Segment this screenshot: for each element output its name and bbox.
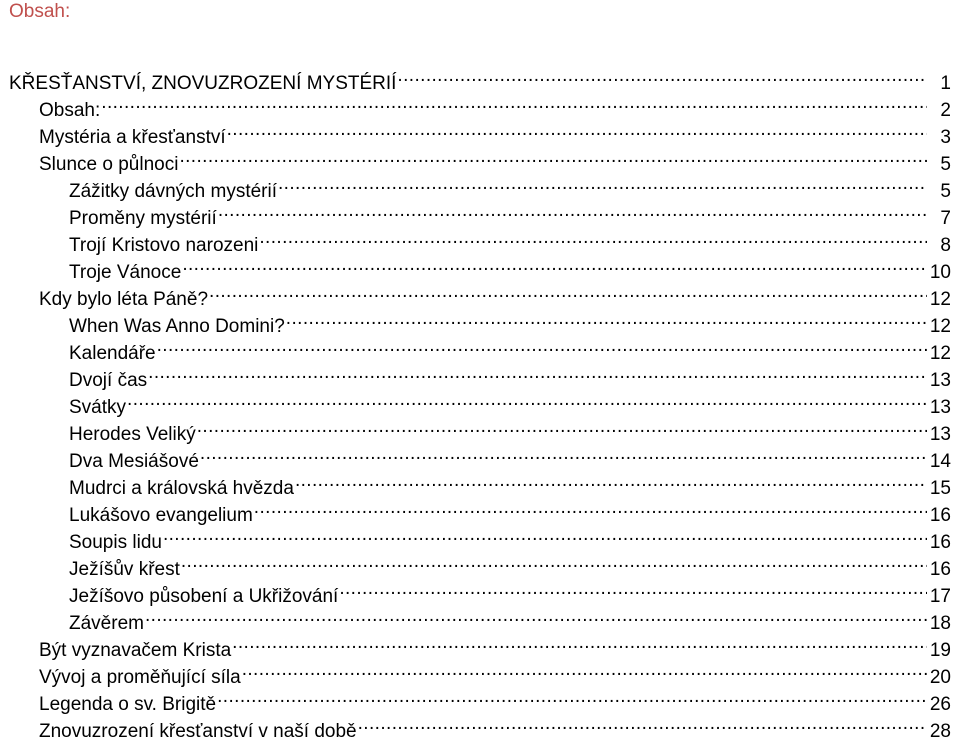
toc-entry[interactable] xyxy=(0,305,960,337)
toc-entry[interactable] xyxy=(0,575,960,607)
toc-entry-title: Zážitky dávných mystérií xyxy=(69,181,277,202)
toc-entry-title: Vývoj a proměňující síla xyxy=(39,667,241,688)
toc-dot-leader xyxy=(217,683,927,710)
toc-entry[interactable] xyxy=(0,359,960,391)
toc-entry-title: Soupis lidu xyxy=(69,532,162,553)
toc-entry-page-number: 19 xyxy=(929,640,951,661)
toc-dot-leader xyxy=(179,143,927,170)
toc-entry-title: Herodes Veliký xyxy=(69,424,196,445)
table-of-contents xyxy=(0,62,960,742)
toc-dot-leader xyxy=(397,62,927,89)
toc-entry[interactable] xyxy=(0,251,960,283)
toc-entry-page-number: 1 xyxy=(940,73,951,94)
toc-entry[interactable] xyxy=(0,62,960,94)
toc-dot-leader xyxy=(145,602,927,629)
toc-entry-title: Ježíšovo působení a Ukřižování xyxy=(69,586,339,607)
toc-dot-leader xyxy=(358,710,927,737)
toc-entry-title: Mudrci a královská hvězda xyxy=(69,478,294,499)
toc-entry-page-number: 15 xyxy=(929,478,951,499)
toc-entry[interactable] xyxy=(0,143,960,175)
toc-entry[interactable] xyxy=(0,413,960,445)
toc-dot-leader xyxy=(209,278,927,305)
toc-entry-title: Dvojí čas xyxy=(69,370,148,391)
toc-dot-leader xyxy=(232,629,927,656)
toc-entry-title: Obsah: xyxy=(39,100,101,121)
toc-entry-page-number: 13 xyxy=(929,397,951,418)
toc-entry-title: Trojí Kristovo narozeni xyxy=(69,235,259,256)
toc-entry[interactable] xyxy=(0,197,960,229)
toc-entry-page-number: 20 xyxy=(929,667,951,688)
toc-dot-leader xyxy=(242,656,927,683)
toc-entry[interactable] xyxy=(0,116,960,148)
toc-entry-title: Lukášovo evangelium xyxy=(69,505,253,526)
toc-dot-leader xyxy=(181,548,927,575)
toc-heading: Obsah: xyxy=(9,1,71,22)
toc-dot-leader xyxy=(259,224,927,251)
toc-entry-page-number: 12 xyxy=(929,343,951,364)
toc-dot-leader xyxy=(200,440,927,467)
toc-entry[interactable] xyxy=(0,710,960,742)
toc-entry[interactable] xyxy=(0,89,960,121)
toc-entry-title: Troje Vánoce xyxy=(69,262,182,283)
toc-dot-leader xyxy=(182,251,927,278)
toc-entry-title: Dva Mesiášové xyxy=(69,451,199,472)
toc-entry-title: Být vyznavačem Krista xyxy=(39,640,232,661)
toc-dot-leader xyxy=(157,332,927,359)
toc-entry-title: Mystéria a křesťanství xyxy=(39,127,226,148)
toc-dot-leader xyxy=(197,413,927,440)
toc-entry[interactable] xyxy=(0,683,960,715)
toc-dot-leader xyxy=(295,467,927,494)
toc-dot-leader xyxy=(148,359,927,386)
toc-entry-page-number: 5 xyxy=(940,181,951,202)
toc-dot-leader xyxy=(254,494,927,521)
toc-entry-page-number: 10 xyxy=(929,262,951,283)
toc-entry[interactable] xyxy=(0,332,960,364)
toc-dot-leader xyxy=(163,521,927,548)
toc-entry[interactable] xyxy=(0,656,960,688)
toc-entry-page-number: 17 xyxy=(929,586,951,607)
toc-entry-page-number: 16 xyxy=(929,559,951,580)
toc-entry-title: When Was Anno Domini? xyxy=(69,316,285,337)
toc-entry-page-number: 12 xyxy=(929,289,951,310)
toc-entry[interactable] xyxy=(0,521,960,553)
toc-entry-page-number: 16 xyxy=(929,532,951,553)
toc-entry-page-number: 13 xyxy=(929,370,951,391)
toc-entry[interactable] xyxy=(0,467,960,499)
toc-dot-leader xyxy=(101,89,927,116)
toc-entry[interactable] xyxy=(0,602,960,634)
toc-dot-leader xyxy=(218,197,927,224)
toc-entry[interactable] xyxy=(0,170,960,202)
toc-entry-title: Svátky xyxy=(69,397,127,418)
toc-entry-page-number: 12 xyxy=(929,316,951,337)
toc-entry-title: Legenda o sv. Brigitě xyxy=(39,694,217,715)
toc-entry-page-number: 26 xyxy=(929,694,951,715)
toc-dot-leader xyxy=(227,116,927,143)
toc-entry-title: Slunce o půlnoci xyxy=(39,154,179,175)
toc-entry-page-number: 2 xyxy=(940,100,951,121)
toc-entry[interactable] xyxy=(0,629,960,661)
toc-dot-leader xyxy=(286,305,927,332)
toc-entry-page-number: 18 xyxy=(929,613,951,634)
toc-entry-title: Proměny mystérií xyxy=(69,208,217,229)
toc-entry-page-number: 3 xyxy=(940,127,951,148)
toc-entry-title: Kalendáře xyxy=(69,343,156,364)
toc-entry-title: KŘESŤANSTVÍ, ZNOVUZROZENÍ MYSTÉRIÍ xyxy=(9,73,397,94)
toc-entry-title: Závěrem xyxy=(69,613,144,634)
toc-entry-title: Ježíšův křest xyxy=(69,559,180,580)
toc-entry-page-number: 16 xyxy=(929,505,951,526)
toc-entry-page-number: 28 xyxy=(929,721,951,742)
toc-entry-page-number: 7 xyxy=(940,208,951,229)
toc-dot-leader xyxy=(339,575,927,602)
toc-entry[interactable] xyxy=(0,224,960,256)
toc-entry-page-number: 8 xyxy=(940,235,951,256)
toc-entry-title: Znovuzrození křesťanství v naší době xyxy=(39,721,357,742)
toc-dot-leader xyxy=(127,386,927,413)
toc-entry[interactable] xyxy=(0,386,960,418)
toc-entry[interactable] xyxy=(0,548,960,580)
toc-dot-leader xyxy=(278,170,927,197)
toc-entry-page-number: 13 xyxy=(929,424,951,445)
toc-entry[interactable] xyxy=(0,278,960,310)
toc-entry[interactable] xyxy=(0,440,960,472)
toc-entry-page-number: 5 xyxy=(940,154,951,175)
toc-entry[interactable] xyxy=(0,494,960,526)
toc-entry-title: Kdy bylo léta Páně? xyxy=(39,289,209,310)
toc-entry-page-number: 14 xyxy=(929,451,951,472)
